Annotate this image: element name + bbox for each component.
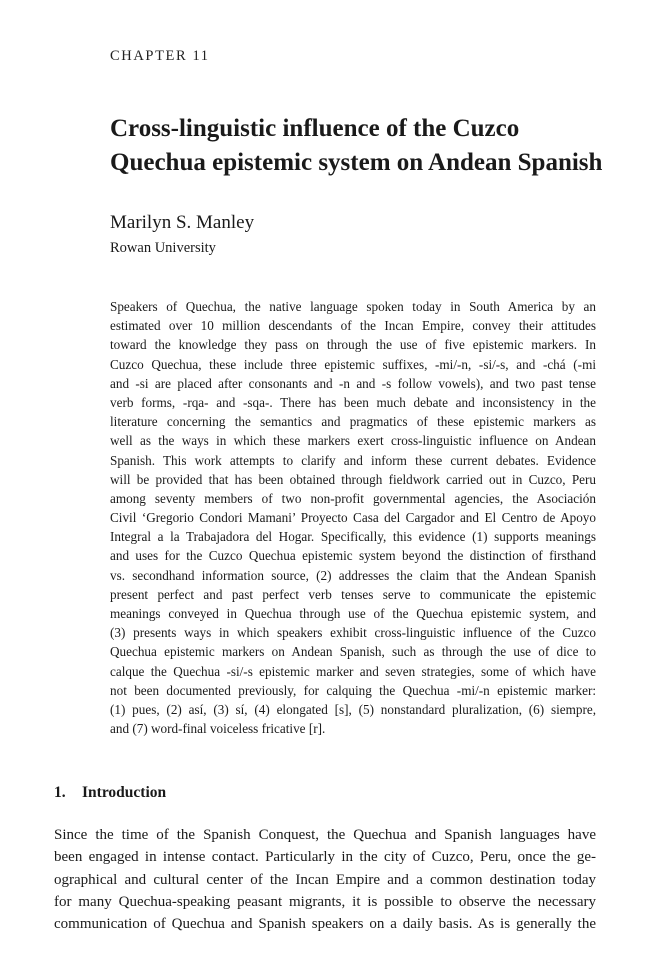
abstract-line: Cuzco Quechua, these include three epistemic suffixes, -mi/-n, -si/-s, and -chá (-mi <box>110 356 596 372</box>
abstract-line: meanings conveyed in Quechua through use of the Quechua epistemic system, and <box>110 606 596 621</box>
abstract-line: and -si are placed after consonants and -n and -s follow vowels), and two past tense <box>110 375 596 391</box>
section-number: 1. <box>54 784 66 801</box>
abstract-line: Integral a la Trabajadora del Hogar. Specifically, this evidence (1) supports meanings <box>110 529 596 545</box>
section-title: Introduction <box>82 784 167 801</box>
paper-title <box>110 112 620 180</box>
abstract-line: well as the ways in which these markers exert cross-linguistic influence on Andean <box>110 433 596 449</box>
body-line: Since the time of the Spanish Conquest, the Quechua and Spanish languages have <box>54 827 596 843</box>
body-line: been engaged in intense contact. Particularly in the city of Cuzco, Peru, once the ge- <box>54 849 596 866</box>
abstract-line: estimated over 10 million descendants of the Incan Empire, convey their attitudes <box>110 318 596 334</box>
abstract-line: present perfect and past perfect verb tenses serve to communicate the epistemic <box>110 586 596 602</box>
abstract-line: will be provided that has been obtained through fieldwork carried out in Cuzco, Peru <box>110 471 596 487</box>
abstract-line: and uses for the Cuzco Quechua epistemic system beyond the distinction of firsthand <box>110 548 596 564</box>
abstract-line: and (7) word-final voiceless fricative [r]. <box>110 721 326 737</box>
abstract-line: Quechua epistemic markers on Andean Spanish, such as through the use of dice to <box>110 644 596 660</box>
abstract-line: calque the Quechua -si/-s epistemic marker and seven strategies, some of which have <box>110 663 596 679</box>
body-line: communication of Quechua and Spanish speakers on a daily basis. As is generally the <box>54 916 596 933</box>
title-line: Quechua epistemic system on Andean Spanish <box>110 149 603 176</box>
abstract-line: (3) presents ways in which speakers exhibit cross-linguistic influence of the Cuzco <box>110 625 596 641</box>
section-heading <box>54 784 166 802</box>
abstract-line: literature concerning the semantics and pragmatics of these epistemic markers as <box>110 414 596 430</box>
title-line: Cross-linguistic influence of the Cuzco <box>110 115 520 142</box>
body-text <box>54 824 596 935</box>
abstract-line: Civil ‘Gregorio Condori Mamani’ Proyecto Casa del Cargador and El Centro de Apoyo <box>110 510 596 526</box>
abstract <box>110 297 596 738</box>
abstract-line: among seventy members of two non-profit governmental agencies, the Asociación <box>110 490 596 506</box>
abstract-line: (1) pues, (2) así, (3) sí, (4) elongated [s], (5) nonstandard pluralization, (6) siempre, <box>110 701 596 717</box>
abstract-line: Spanish. This work attempts to clarify and inform these current debates. Evidence <box>110 452 596 468</box>
abstract-line: verb forms, -rqa- and -sqa-. There has been much debate and inconsistency in the <box>110 394 596 410</box>
abstract-line: not been documented previously, for calquing the Quechua -mi/-n epistemic marker: <box>110 682 596 698</box>
abstract-line: toward the knowledge they pass on through the use of five epistemic markers. In <box>110 337 596 353</box>
author-name: Marilyn S. Manley <box>110 212 255 233</box>
abstract-line: vs. secondhand information source, (2) addresses the claim that the Andean Spanish <box>110 567 596 583</box>
abstract-line: Speakers of Quechua, the native language spoken today in South America by an <box>110 299 596 314</box>
body-line: ographical and cultural center of the Incan Empire and a common destination today <box>54 871 596 888</box>
chapter-label: CHAPTER 11 <box>110 48 210 64</box>
author-affiliation: Rowan University <box>110 240 216 256</box>
body-line: for many Quechua-speaking peasant migrants, it is possible to observe the necessary <box>54 893 596 910</box>
